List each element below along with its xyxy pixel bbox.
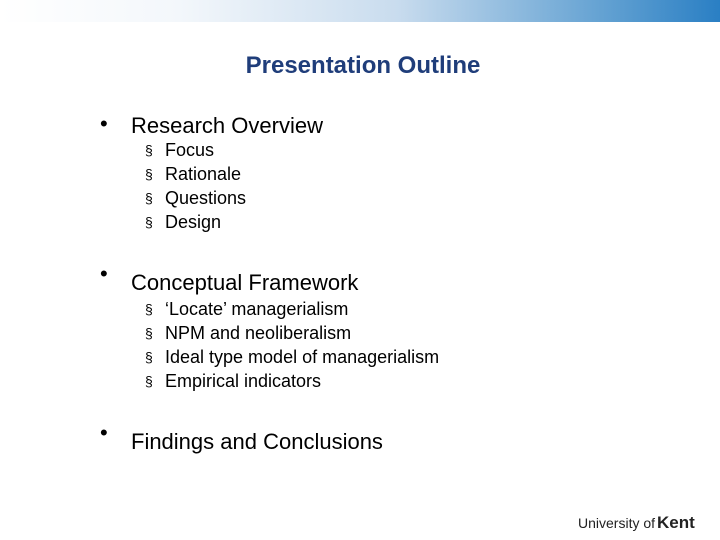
section-research-overview: Research Overview bbox=[131, 113, 323, 138]
section-conceptual-framework: Conceptual Framework bbox=[131, 270, 359, 295]
bullet-icon: • bbox=[100, 420, 108, 445]
university-logo bbox=[578, 513, 695, 533]
logo-name: Kent bbox=[657, 513, 695, 532]
section-findings-conclusions: Findings and Conclusions bbox=[131, 429, 383, 454]
header-gradient-band bbox=[0, 0, 720, 22]
section-sign-icon: § bbox=[145, 301, 153, 317]
section-sign-icon: § bbox=[145, 142, 153, 158]
bullet-icon: • bbox=[100, 111, 108, 136]
section-sign-icon: § bbox=[145, 166, 153, 182]
section-sign-icon: § bbox=[145, 214, 153, 230]
section-sign-icon: § bbox=[145, 325, 153, 341]
bullet-icon: • bbox=[100, 261, 108, 286]
section-sign-icon: § bbox=[145, 190, 153, 206]
section-sign-icon: § bbox=[145, 373, 153, 389]
section-sign-icon: § bbox=[145, 349, 153, 365]
slide-title: Presentation Outline bbox=[245, 52, 481, 79]
logo-prefix: University of bbox=[578, 515, 656, 531]
